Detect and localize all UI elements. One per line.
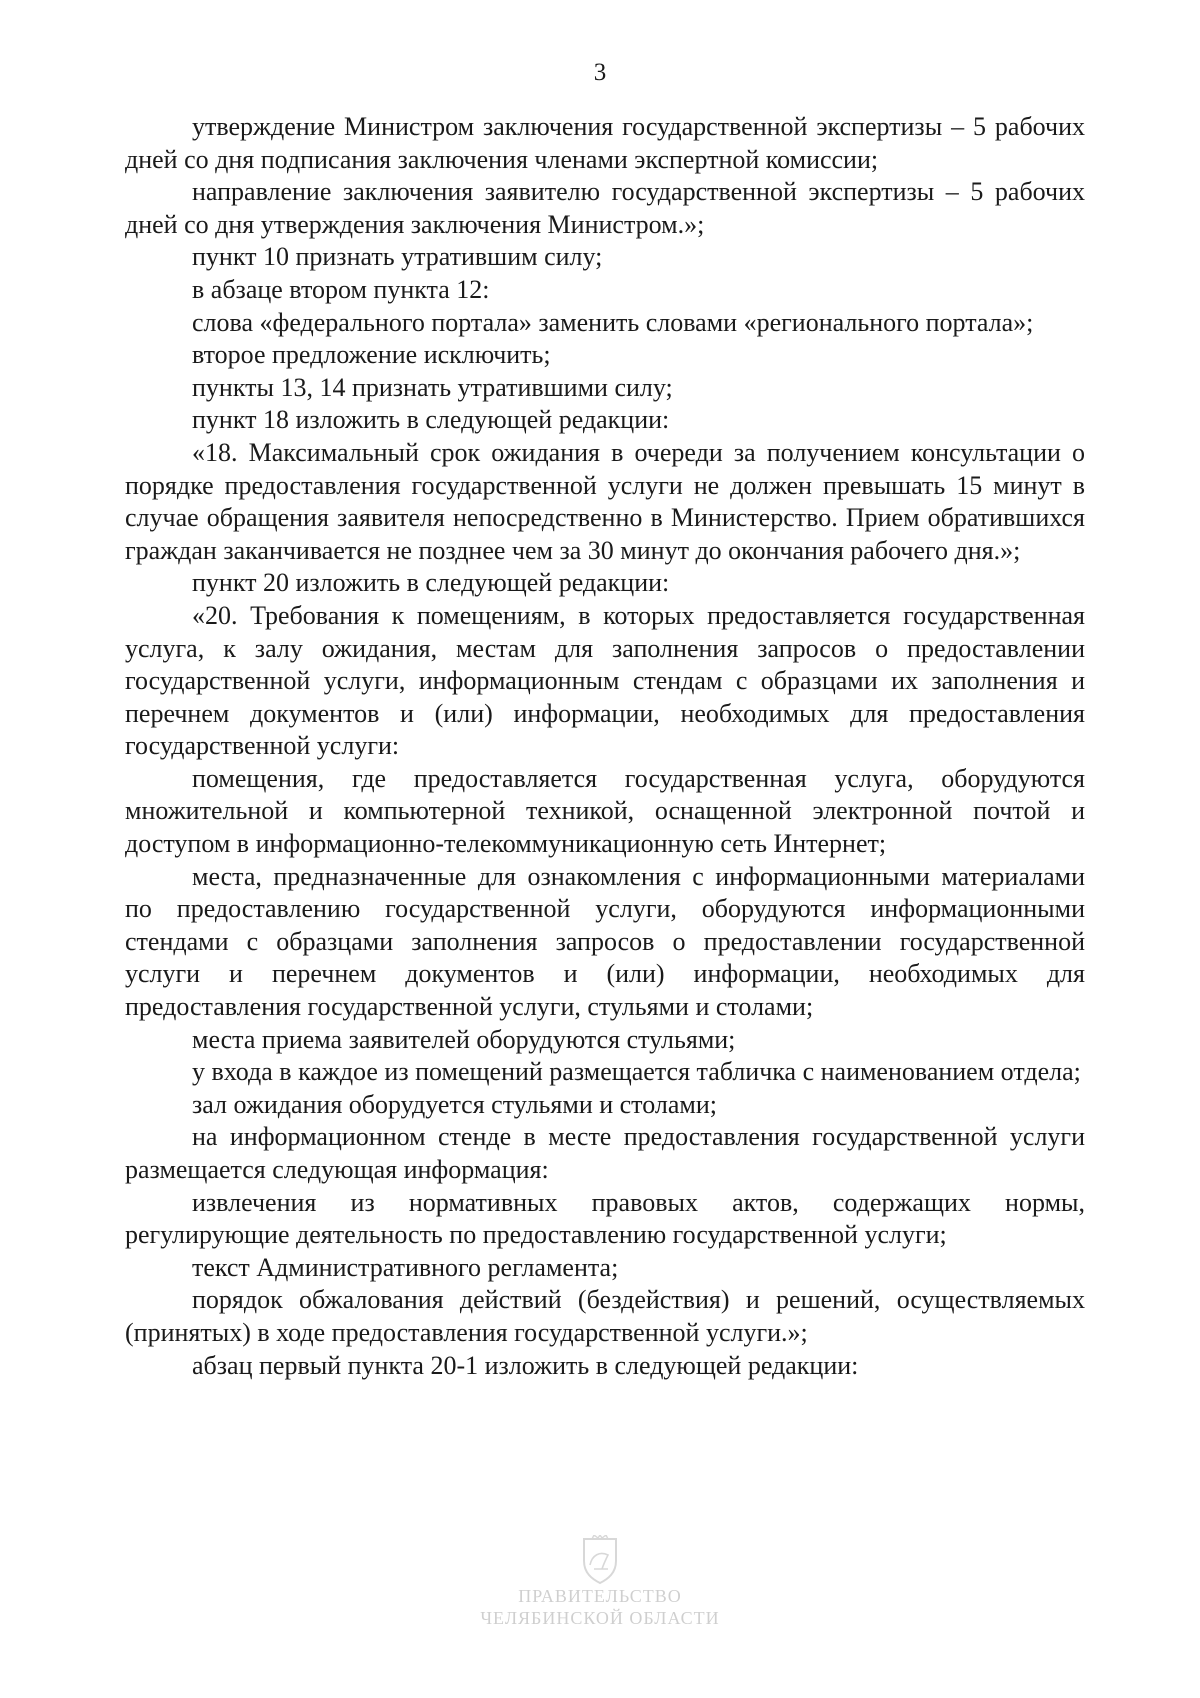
paragraph: пункты 13, 14 признать утратившими силу; <box>192 372 673 402</box>
paragraph: места, предназначенные для ознакомления с информационными материалами по предоставлению государственной услуги, оборудуются информационными стендами с образцами заполнения запросов о предоставлении государственной услуги и перечнем документов и (или) информации, необходимых для предоставления государственной услуги, стульями и столами; <box>125 861 1085 1022</box>
page-number: 3 <box>593 59 607 86</box>
paragraph: текст Административного регламента; <box>192 1252 619 1282</box>
paragraph: зал ожидания оборудуется стульями и столами; <box>192 1089 717 1119</box>
paragraph: извлечения из нормативных правовых актов, содержащих нормы, регулирующие деятельность по предоставлению государственной услуги; <box>125 1187 1085 1250</box>
paragraph: пункт 18 изложить в следующей редакции: <box>192 405 670 435</box>
paragraph: у входа в каждое из помещений размещается табличка с наименованием отдела; <box>192 1057 1081 1087</box>
paragraph: «20. Требования к помещениям, в которых предоставляется государственная услуга, к залу ожидания, местам для заполнения запросов о предоставлении государственной услуги, информационным стендам с образцами их заполнения и перечнем документов и (или) информации, необходимых для предоставления государственной услуги: <box>125 600 1085 761</box>
paragraph: на информационном стенде в месте предоставления государственной услуги размещается следующая информация: <box>125 1122 1085 1184</box>
paragraph: направление заключения заявителю государственной экспертизы – 5 рабочих дней со дня утверждения заключения Министром.»; <box>125 177 1085 239</box>
watermark-line-1: ПРАВИТЕЛЬСТВО <box>518 1586 682 1606</box>
government-watermark <box>0 1535 1200 1629</box>
document-body <box>125 111 1085 1382</box>
paragraph: пункт 20 изложить в следующей редакции: <box>192 568 670 598</box>
paragraph: второе предложение исключить; <box>192 340 551 370</box>
paragraph: «18. Максимальный срок ожидания в очереди за получением консультации о порядке предоставления государственной услуги не должен превышать 15 минут в случае обращения заявителя непосредственно в Министерство. Прием обратившихся граждан заканчивается не позднее чем за 30 минут до окончания рабочего дня.»; <box>125 437 1085 565</box>
paragraph: слова «федерального портала» заменить словами «регионального портала»; <box>192 307 1034 337</box>
paragraph: в абзаце втором пункта 12: <box>192 274 490 304</box>
paragraph: порядок обжалования действий (бездействия) и решений, осуществляемых (принятых) в ходе предоставления государственной услуги.»; <box>125 1285 1085 1347</box>
paragraph: помещения, где предоставляется государственная услуга, оборудуются множительной и компьютерной техникой, оснащенной электронной почтой и доступом в информационно-телекоммуникационную сеть Интернет; <box>125 763 1085 859</box>
paragraph: абзац первый пункта 20-1 изложить в следующей редакции: <box>192 1350 859 1380</box>
coat-of-arms-icon <box>578 1535 622 1585</box>
paragraph: утверждение Министром заключения государственной экспертизы – 5 рабочих дней со дня подписания заключения членами экспертной комиссии; <box>125 112 1085 174</box>
paragraph: места приема заявителей оборудуются стульями; <box>192 1024 736 1054</box>
watermark-line-2: ЧЕЛЯБИНСКОЙ ОБЛАСТИ <box>480 1608 720 1628</box>
paragraph: пункт 10 признать утратившим силу; <box>192 242 603 272</box>
